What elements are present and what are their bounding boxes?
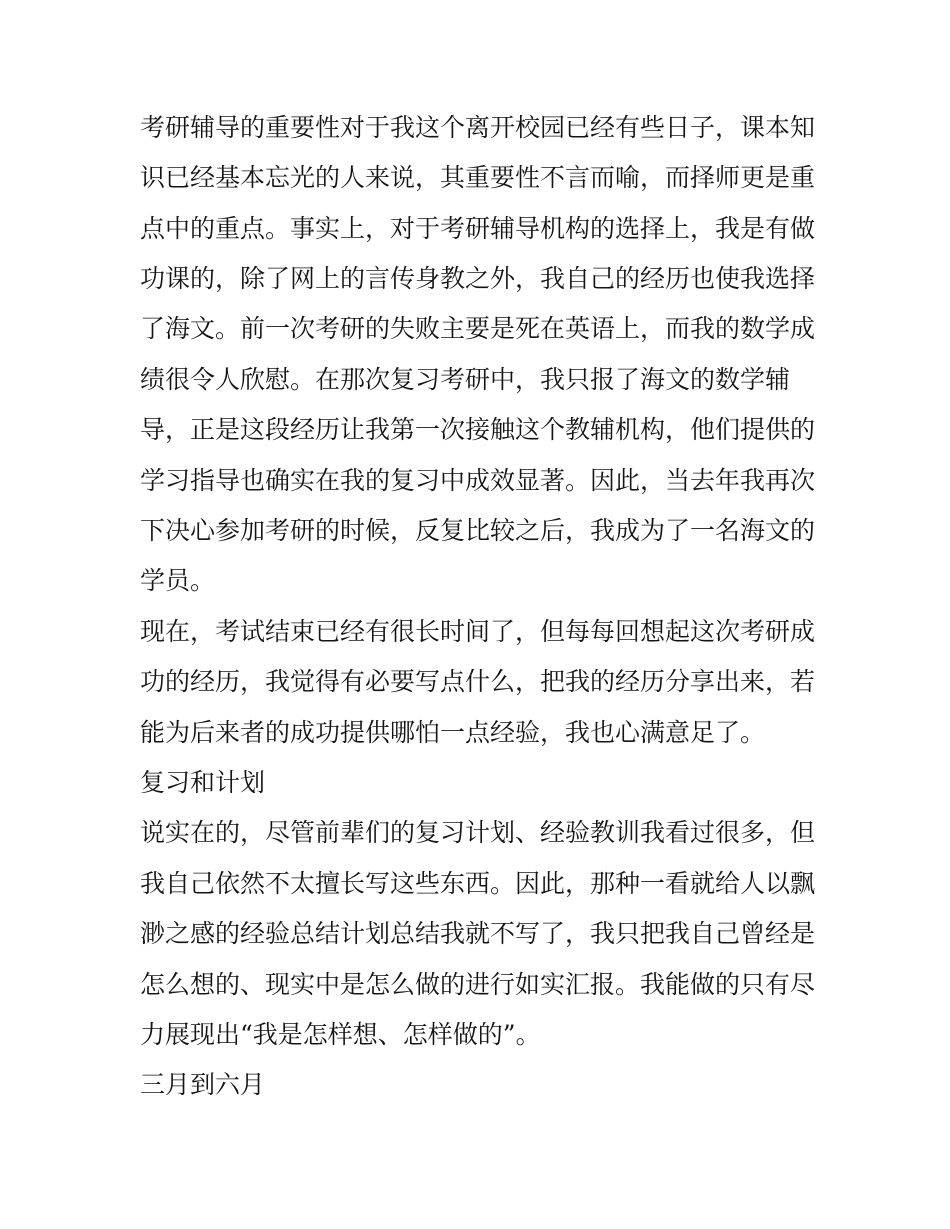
- paragraph-3-line-2: 我自己依然不太擅长写这些东西。因此，那种一看就给人以飘: [140, 869, 816, 898]
- paragraph-2-line-2: 功的经历，我觉得有必要写点什么，把我的经历分享出来，若: [140, 667, 816, 696]
- paragraph-1-line-4: 功课的，除了网上的言传身教之外，我自己的经历也使我选择: [140, 264, 816, 293]
- paragraph-2-line-3: 能为后来者的成功提供哪怕一点经验，我也心满意足了。: [140, 718, 766, 747]
- paragraph-1-line-6: 绩很令人欣慰。在那次复习考研中，我只报了海文的数学辅: [140, 365, 791, 394]
- section-heading-march-to-june: 三月到六月: [140, 1070, 266, 1099]
- paragraph-1-line-10: 学员。: [140, 566, 216, 595]
- paragraph-3-line-5: 力展现出“我是怎样想、怎样做的”。: [140, 1020, 541, 1049]
- paragraph-1-line-7: 导，正是这段经历让我第一次接触这个教辅机构，他们提供的: [140, 415, 816, 444]
- paragraph-1-line-2: 识已经基本忘光的人来说，其重要性不言而喻，而择师更是重: [140, 163, 816, 192]
- paragraph-1-line-9: 下决心参加考研的时候，反复比较之后，我成为了一名海文的: [140, 516, 816, 545]
- paragraph-3-line-4: 怎么想的、现实中是怎么做的进行如实汇报。我能做的只有尽: [140, 970, 816, 999]
- paragraph-1-line-5: 了海文。前一次考研的失败主要是死在英语上，而我的数学成: [140, 314, 816, 343]
- paragraph-1-line-3: 点中的重点。事实上，对于考研辅导机构的选择上，我是有做: [140, 214, 816, 243]
- paragraph-3-line-1: 说实在的，尽管前辈们的复习计划、经验教训我看过很多，但: [140, 818, 816, 847]
- section-heading-review-plan: 复习和计划: [140, 768, 266, 797]
- paragraph-1-line-8: 学习指导也确实在我的复习中成效显著。因此，当去年我再次: [140, 466, 816, 495]
- paragraph-2-line-1: 现在，考试结束已经有很长时间了，但每每回想起这次考研成: [140, 617, 816, 646]
- paragraph-1-line-1: 考研辅导的重要性对于我这个离开校园已经有些日子，课本知: [140, 113, 816, 142]
- paragraph-3-line-3: 渺之感的经验总结计划总结我就不写了，我只把我自己曾经是: [140, 919, 816, 948]
